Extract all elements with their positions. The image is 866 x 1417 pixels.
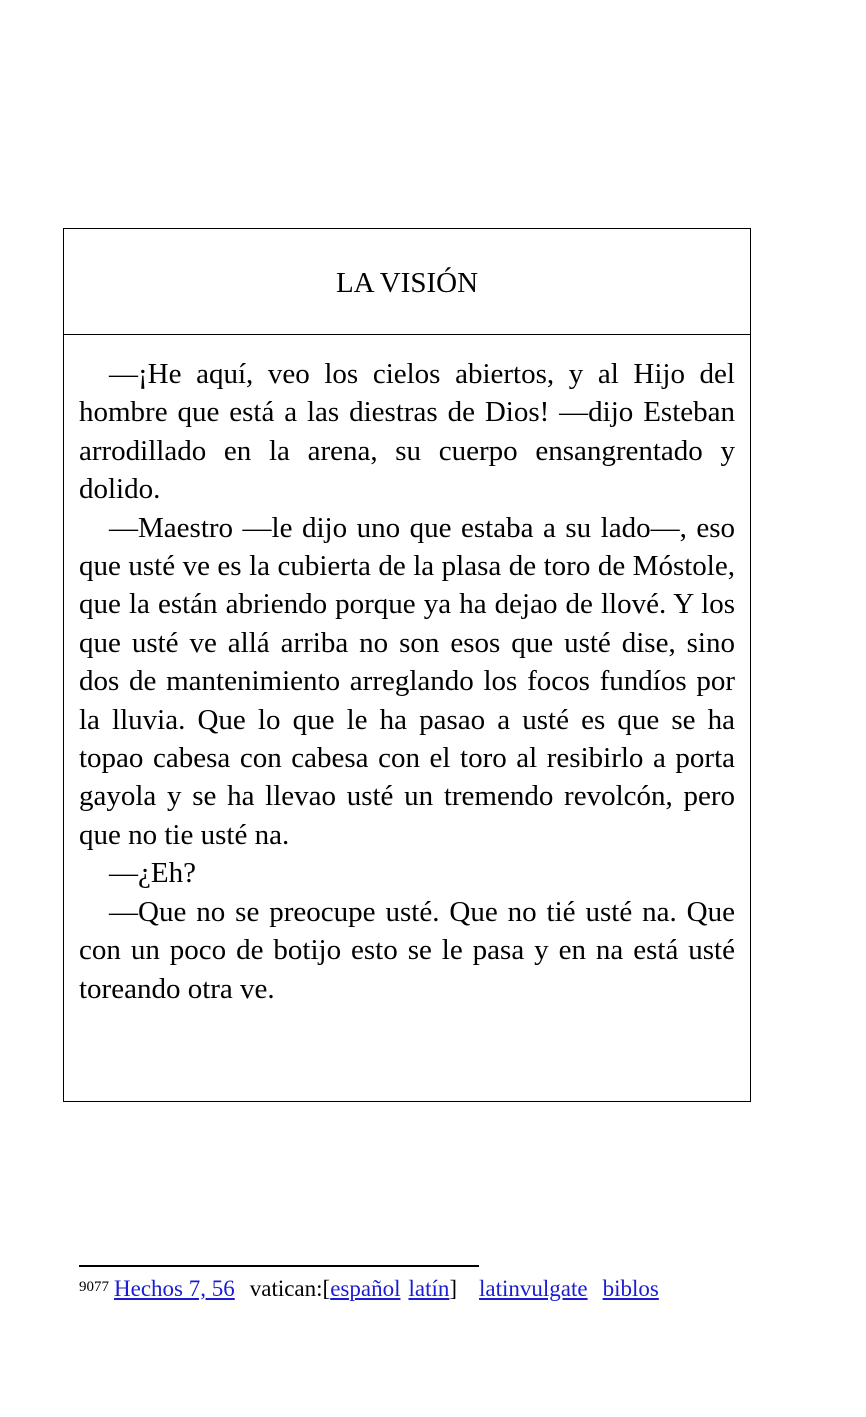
footnote-separator [79, 1265, 479, 1267]
latinvulgate-link[interactable]: latinvulgate [479, 1276, 588, 1301]
paragraph: —¡He aquí, veo los cielos abiertos, y al Hijo del hombre que está a las diestras de Dios! —dijo Esteban arrodillado en la arena, su cuerpo ensangrentado y dolido. [79, 358, 735, 506]
vatican-espanol-link[interactable]: español [330, 1276, 401, 1301]
footnote-number: 9077 [79, 1279, 109, 1295]
vatican-latin-link[interactable]: latín [408, 1276, 450, 1301]
paragraph: —Que no se preocupe usté. Que no tié usté na. Que con un poco de botijo esto se le pasa y en na está usté toreando otra ve. [79, 895, 735, 1005]
vatican-suffix: ] [449, 1276, 458, 1301]
biblos-link[interactable]: biblos [602, 1276, 659, 1301]
paragraph: —Maestro —le dijo uno que estaba a su lado—, eso que usté ve es la cubierta de la plasa de toro de Móstole, que la están abriendo porque ya ha dejao de llové. Y los que usté ve allá arriba no son esos que usté dise, sino dos de mantenimiento arreglando los focos fundíos por la lluvia. Que lo que le ha pasao a usté es que se ha topao cabesa con cabesa con el toro al resibirlo a porta gayola y se ha llevao usté un tremendo revolcón, pero que no tie usté na. [79, 511, 735, 851]
vatican-prefix: vatican:[ [249, 1276, 331, 1301]
paragraph: —¿Eh? [109, 857, 196, 890]
section-body [64, 335, 750, 1008]
section-title: LA VISIÓN [64, 229, 750, 335]
text-frame [63, 228, 751, 1102]
bible-reference-link[interactable]: Hechos 7, 56 [114, 1276, 235, 1301]
footnote [79, 1276, 659, 1302]
